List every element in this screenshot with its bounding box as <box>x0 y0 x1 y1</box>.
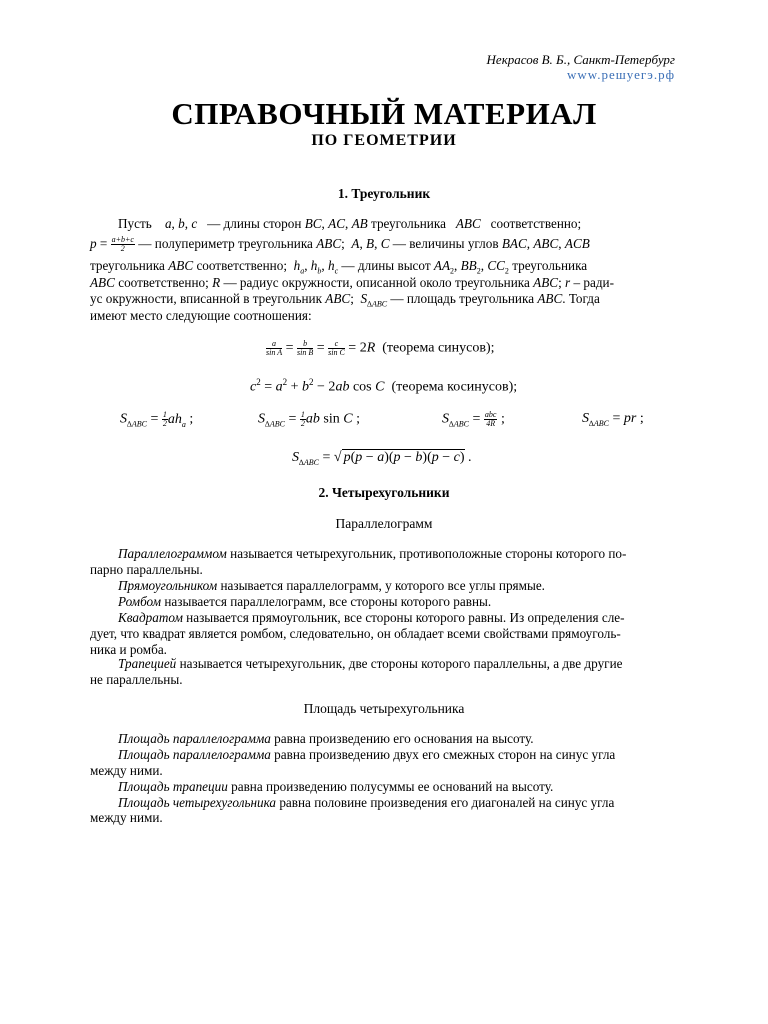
def-line: не параллельны. <box>90 672 183 687</box>
formula-area-circumradius: $S_{\Delta ABC}$ = $\frac{\text{abc}}{4R}$ ; <box>442 410 505 429</box>
def-line: Квадратом называется прямоугольник, все стороны которого равны. Из определения сле- <box>118 610 625 625</box>
area-line: Площадь параллелограмма равна произведению его основания на высоту. <box>118 731 534 746</box>
formula-cosine-law: $c^2 = a^2 + b^2 - 2ab$ cos C (теорема косинусов); <box>250 377 518 395</box>
sine-law-note: (теорема синусов); <box>382 340 495 356</box>
intro-line-4: ABC соответственно; R — радиус окружности, описанной около треугольника ABC; r – ради- <box>90 275 614 290</box>
intro-line-3: треугольника ABC соответственно; $h_a$, $h_b$, $h_c$ — длины высот $AA_2$, $BB_2$, $CC_2$ треугольника <box>90 258 588 276</box>
page-subtitle: ПО ГЕОМЕТРИИ <box>311 132 457 149</box>
def-line: парно параллельны. <box>90 562 203 577</box>
area-line: Площадь параллелограмма равна произведению двух его смежных сторон на синус угла <box>118 747 616 762</box>
def-line: Параллелограммом называется четырехугольник, противоположные стороны которого по- <box>118 546 627 561</box>
author-line: Некрасов В. Б., Санкт-Петербург <box>486 52 675 67</box>
area-line: Площадь четырехугольника равна половине произведения его диагоналей на синус угла <box>118 795 615 810</box>
site-link[interactable]: www.решуегэ.рф <box>566 67 675 82</box>
section-heading-triangle: 1. Треугольник <box>337 186 431 201</box>
def-line: Прямоугольником называется параллелограмм, у которого все углы прямые. <box>118 578 545 593</box>
area-line: Площадь трапеции равна произведению полусуммы ее оснований на высоту. <box>118 779 554 794</box>
def-line: Трапецией называется четырехугольник, две стороны которого параллельны, а две другие <box>118 656 623 671</box>
intro-line-5: ус окружности, вписанной в треугольник ABC; $S_{\Delta ABC}$ — площадь треугольника ABC. Тогда <box>90 291 600 309</box>
formula-area-sine: $S_{\Delta ABC}$ = $\frac{1}{2}$ ab sin C ; <box>258 410 360 429</box>
formula-area-height: $S_{\Delta ABC}$ = $\frac{1}{2}$ $ah_a$ ; <box>120 410 194 429</box>
intro-line-6: имеют место следующие соотношения: <box>90 308 312 323</box>
intro-line-2: p = $\frac{a+b+c}{2}$ — полупериметр треугольника ABC; A, B, C — величины углов BAC, ABC, ACB <box>90 235 590 254</box>
cosine-law-note: (теорема косинусов); <box>391 379 518 395</box>
area-line: между ними. <box>90 763 163 778</box>
formula-heron: $S_{\Delta ABC}$ = √ p(p − a)(p − b)(p − c) . <box>292 450 472 467</box>
page-title: СПРАВОЧНЫЙ МАТЕРИАЛ <box>171 96 597 131</box>
subheading-parallelogram: Параллелограмм <box>335 516 433 531</box>
def-line: Ромбом называется параллелограмм, все стороны которого равны. <box>118 594 492 609</box>
formula-area-inradius: $S_{\Delta ABC}$ = pr ; <box>582 411 644 428</box>
area-line: между ними. <box>90 810 163 825</box>
def-line: ника и ромба. <box>90 642 167 657</box>
def-line: дует, что квадрат является ромбом, следовательно, он обладает всеми свойствами прямоуголь- <box>90 626 621 641</box>
section-heading-quadrilaterals: 2. Четырехугольники <box>318 485 450 500</box>
formula-sine-law: $\frac{a}{\text{sin A}}$ = $\frac{b}{\text{sin B}}$ = $\frac{c}{\text{sin C}}$ = 2R (теорема синусов); <box>266 339 495 357</box>
intro-line-1: Пусть a, b, c — длины сторон BC, AC, AB треугольника ABC соответственно; <box>118 216 582 231</box>
subheading-quad-area: Площадь четырехугольника <box>303 701 465 716</box>
